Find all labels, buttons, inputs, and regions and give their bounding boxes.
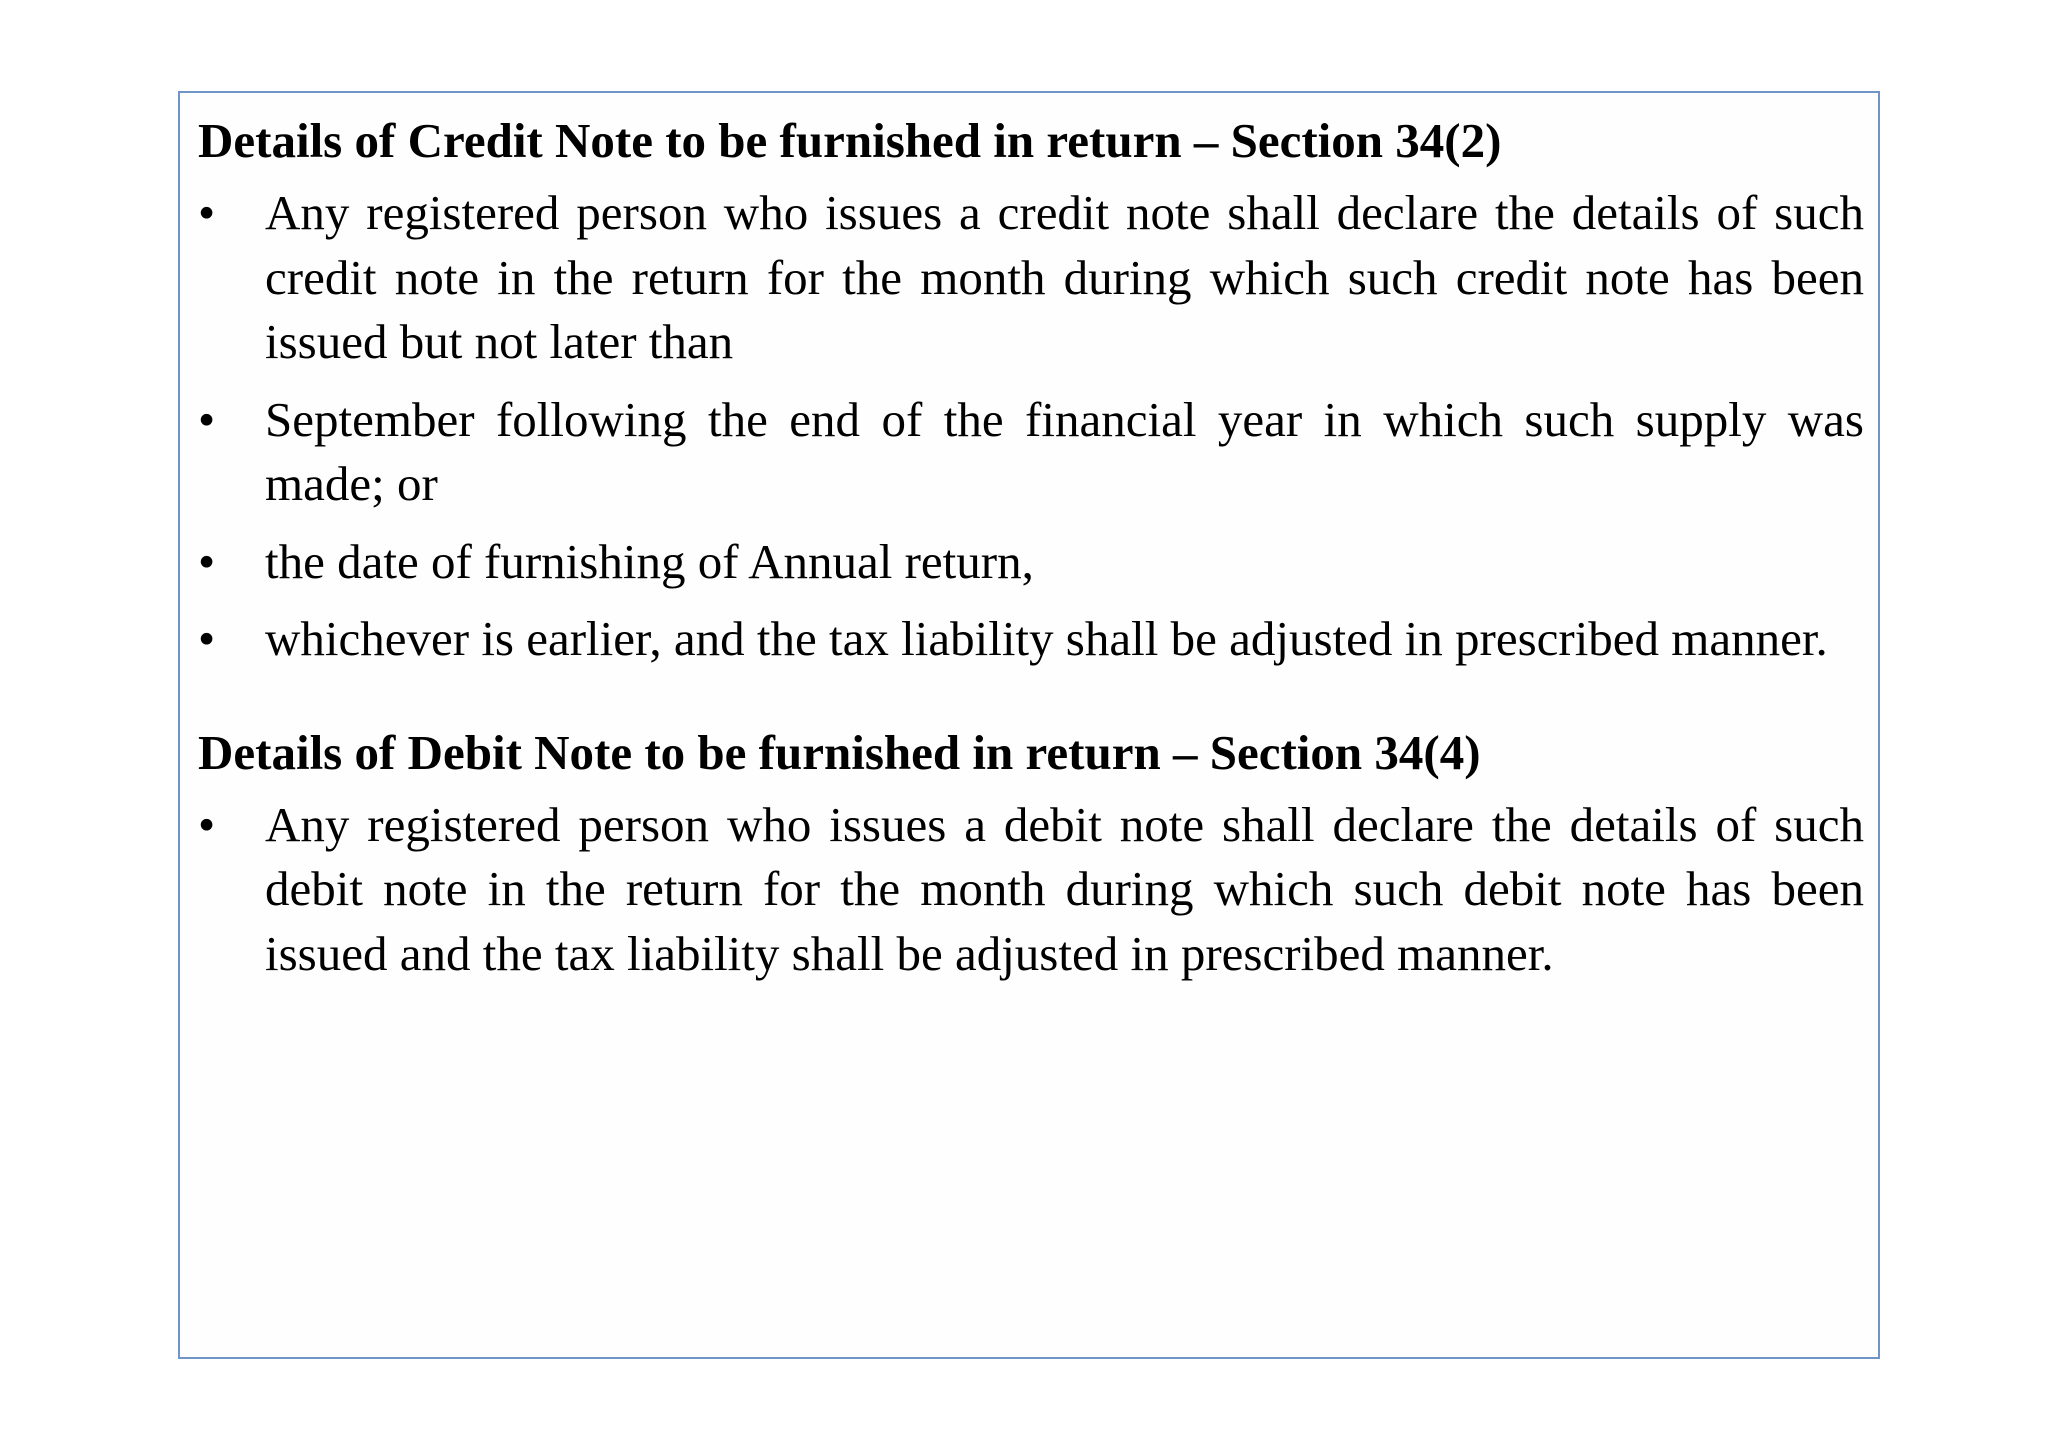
content-frame: [178, 91, 1880, 1359]
bullet-icon: •: [198, 533, 216, 589]
list-item: [198, 181, 1864, 375]
bullet-icon: •: [198, 611, 216, 666]
bullet-icon: •: [198, 185, 216, 240]
section-heading-debit-note: Details of Debit Note to be furnished in return – Section 34(4): [198, 724, 1481, 780]
list-item-text: Any registered person who issues a credit note shall declare the details of such credit note in the return for the month during which such credit note has been issued but not later than: [265, 185, 1864, 369]
list-item: [198, 793, 1864, 987]
section-heading-credit-note: Details of Credit Note to be furnished in return – Section 34(2): [198, 113, 1502, 168]
list-item-text: the date of furnishing of Annual return,: [265, 533, 1034, 589]
list-item: [198, 530, 1864, 595]
debit-note-bullet-list: [198, 793, 1864, 987]
list-item-text: September following the end of the financial year in which such supply was made; or: [265, 391, 1864, 511]
content-area: [198, 109, 1864, 999]
credit-note-bullet-list: [198, 181, 1864, 672]
list-item: [198, 607, 1864, 672]
bullet-icon: •: [198, 391, 216, 447]
bullet-icon: •: [198, 796, 216, 852]
list-item-text: Any registered person who issues a debit note shall declare the details of such debit note in the return for the month during which such debit note has been issued and the tax liability shall be adjusted in prescribed manner.: [265, 796, 1864, 981]
list-item: [198, 388, 1864, 517]
list-item-text: whichever is earlier, and the tax liability shall be adjusted in prescribed manner.: [265, 611, 1828, 666]
